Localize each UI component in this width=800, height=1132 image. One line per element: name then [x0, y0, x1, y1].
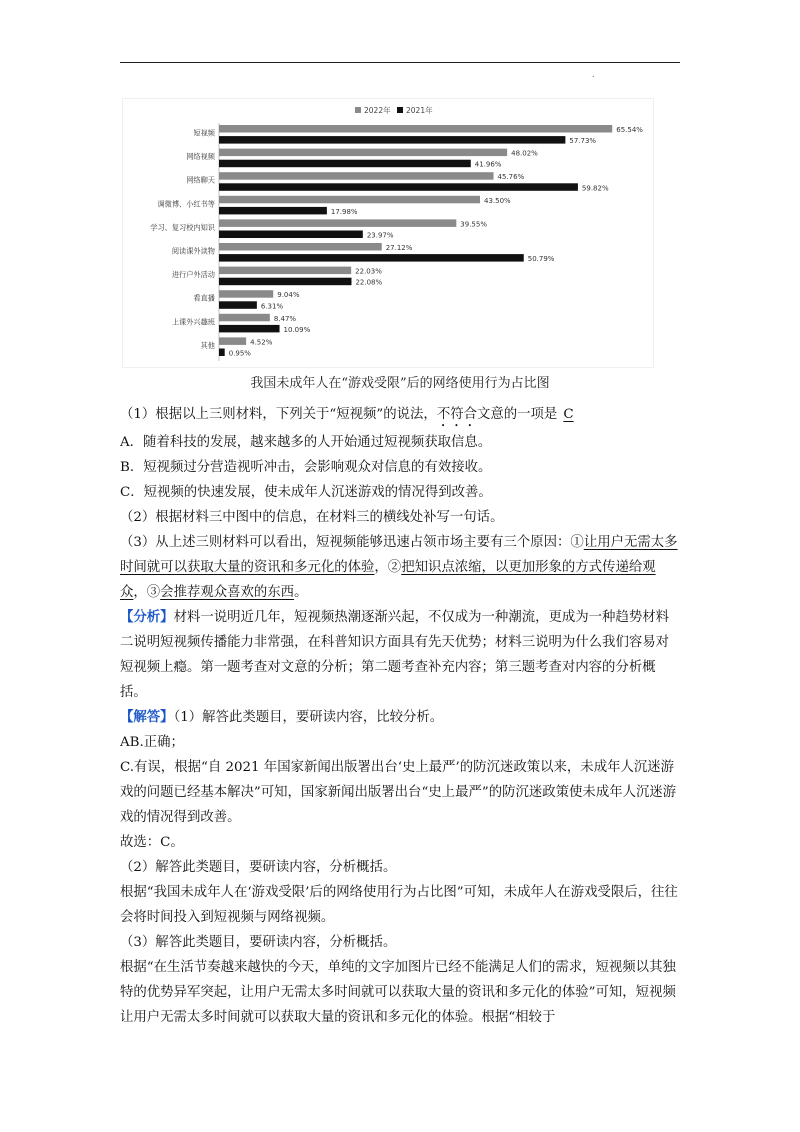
chart-svg: [123, 99, 653, 367]
solution-paragraph: [120, 705, 682, 730]
solution-tag: 【解答】: [120, 709, 174, 725]
data-label: 50.79%: [527, 255, 555, 264]
q3-end: 。: [294, 585, 308, 600]
bar-2022: [219, 290, 273, 298]
data-label: 23.97%: [366, 231, 394, 240]
solution-3-text: 根据“在生活节奏越来越快的今天，单纯的文字加图片已经不能满足人们的需求，短视频以其独特的优势异军突起，让用户无需太多时间就可以获取大量的资讯和多元化的体验”可知，短视频让用户无需太多时间就可以获取大量的资讯和多元化的体验。根据“相较于: [120, 960, 676, 1025]
data-label: 45.76%: [497, 173, 525, 182]
bar-2021: [219, 254, 524, 262]
data-label: 27.12%: [385, 244, 413, 252]
option-b: B．短视频过分营造视听冲击，会影响观众对信息的有效接收。: [120, 460, 492, 475]
solution-1: （1）解答此类题目，要研读内容，比较分析。: [173, 710, 444, 725]
category-label: 其他: [200, 340, 215, 350]
q3-mid-2: ，③: [133, 585, 161, 600]
solution-ab: AB.正确；: [120, 735, 184, 750]
bar-2021: [219, 278, 351, 286]
data-label: 8.47%: [273, 314, 297, 323]
legend-swatch-2022: [355, 107, 361, 113]
header-dot: .: [592, 70, 595, 79]
analysis-tag: 【分析】: [120, 609, 174, 625]
question-2: （2）根据材料三中图中的信息，在材料三的横线处补写一句话。: [120, 510, 504, 525]
category-label: 阅读课外读物: [171, 246, 215, 256]
bar-2021: [219, 183, 578, 191]
data-label: 59.82%: [581, 184, 609, 193]
question-3: [120, 530, 682, 605]
bar-chart: [122, 98, 654, 368]
choose-answer: 故选：C。: [120, 835, 184, 850]
data-label: 22.03%: [355, 267, 382, 276]
chart-caption: 我国未成年人在“游戏受限”后的网络使用行为占比图: [250, 376, 550, 391]
solution-2-text: 根据“我国未成年人在‘游戏受限’后的网络使用行为占比图”可知，未成年人在游戏受限后，往往会将时间投入到短视频与网络视频。: [120, 885, 678, 925]
q1-answer: C: [563, 407, 574, 422]
legend-label-2021: 2021年: [406, 106, 433, 115]
data-label: 17.98%: [330, 207, 358, 216]
data-label: 4.52%: [250, 338, 273, 347]
header-rule: [120, 62, 680, 63]
category-label: 调微博、小红书等: [157, 199, 215, 209]
question-1: [120, 402, 682, 430]
bar-2022: [219, 125, 612, 133]
legend-label-2022: 2022年: [364, 106, 391, 115]
bar-2021: [219, 160, 471, 168]
bar-2022: [219, 219, 456, 227]
data-label: 41.96%: [474, 160, 502, 169]
solution-2: （2）解答此类题目，要研读内容，分析概括。: [120, 860, 397, 875]
bar-2022: [219, 314, 270, 322]
bar-2022: [219, 267, 351, 275]
solution-3: （3）解答此类题目，要研读内容，分析概括。: [120, 935, 397, 950]
q3-prefix: （3）从上述三则材料可以看出，短视频能够迅速占领市场主要有三个原因：①: [120, 535, 584, 550]
bar-2021: [219, 325, 280, 333]
data-label: 0.95%: [228, 349, 251, 358]
category-label: 进行户外活动: [171, 270, 215, 280]
data-label: 48.02%: [511, 149, 538, 158]
bar-2021: [219, 231, 363, 239]
q3-answer-1: 让用户无需太多时间就可以获取大量的资讯和多元化的体验: [120, 535, 678, 575]
bar-2021: [219, 207, 327, 215]
document-body: [120, 402, 682, 1030]
bar-2022: [219, 243, 382, 251]
category-label: 学习、复习校内知识: [150, 222, 215, 232]
category-label: 上课外兴趣班: [171, 317, 215, 327]
data-label: 9.04%: [277, 291, 300, 300]
bar-2021: [219, 136, 565, 144]
q1-prefix: （1）根据以上三则材料，下列关于“短视频”的说法，: [120, 407, 437, 422]
category-label: 短视频: [193, 128, 215, 138]
analysis-paragraph: [120, 605, 682, 705]
q3-mid-1: ，②: [374, 560, 402, 575]
data-label: 6.31%: [260, 302, 284, 311]
data-label: 65.54%: [616, 126, 643, 134]
bar-2021: [219, 301, 257, 309]
bar-2022: [219, 337, 246, 345]
category-label: 网络视频: [186, 152, 215, 162]
data-label: 10.09%: [283, 325, 311, 334]
solution-c: C.有误，根据“自 2021 年国家新闻出版署出台‘史上最严’的防沉迷政策以来，未成年人沉迷游戏的问题已经基本解决”可知，国家新闻出版署出台“史上最严”的防沉迷政策使未成年人沉迷游戏的情况得到改善。: [120, 760, 677, 825]
option-a: A．随着科技的发展，越来越多的人开始通过短视频获取信息。: [120, 435, 492, 450]
bar-2022: [219, 172, 494, 180]
data-label: 57.73%: [569, 137, 597, 146]
data-label: 43.50%: [484, 196, 511, 205]
category-label: 网络聊天: [186, 175, 215, 185]
bar-2022: [219, 149, 507, 157]
bar-2022: [219, 196, 480, 204]
data-label: 22.08%: [355, 278, 383, 287]
option-c: C．短视频的快速发展，使未成年人沉迷游戏的情况得到改善。: [120, 485, 492, 500]
bar-2021: [219, 349, 225, 357]
q1-emphasis: 不符合: [436, 407, 477, 422]
legend-swatch-2021: [397, 107, 403, 113]
data-label: 39.55%: [460, 220, 488, 229]
q3-answer-2: 把知识点浓缩，以更加形象的方式传递给观众: [120, 560, 656, 600]
q3-answer-3: 会推荐观众喜欢的东西: [160, 585, 295, 600]
category-label: 看直播: [193, 293, 215, 303]
q1-suffix: 文意的一项是: [476, 407, 558, 422]
analysis-text: 材料一说明近几年，短视频热潮逐渐兴起，不仅成为一种潮流，更成为一种趋势材料二说明短视频传播能力非常强，在科普知识方面具有先天优势；材料三说明为什么我们容易对短视频上瘾。第一题考查对文意的分析；第二题考查补充内容；第三题考查对内容的分析概括。: [120, 610, 670, 700]
